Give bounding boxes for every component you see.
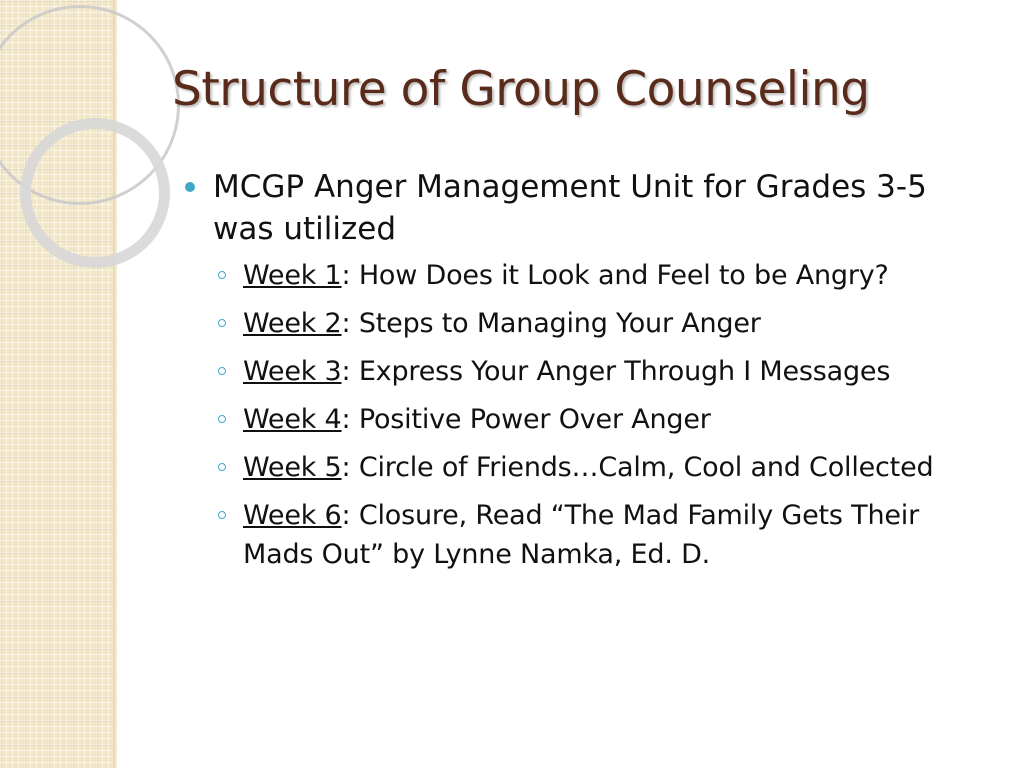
week-description: : How Does it Look and Feel to be Angry? [341, 260, 889, 291]
week-description: : Circle of Friends…Calm, Cool and Collected [341, 452, 934, 483]
week-label: Week 2 [243, 308, 342, 339]
main-bullet-text: MCGP Anger Management Unit for Grades 3-5 was utilized [213, 169, 927, 247]
sub-bullet-circle-icon [218, 319, 226, 327]
list-item [185, 496, 985, 574]
sub-bullet-circle-icon [218, 271, 226, 279]
week-description: : Positive Power Over Anger [341, 404, 711, 435]
week-description: : Closure, Read “The Mad Family Gets Their Mads Out” by Lynne Namka, Ed. D. [243, 500, 919, 570]
list-item [185, 448, 985, 487]
week-label: Week 5 [243, 452, 342, 483]
bullet-dot-icon [185, 182, 195, 192]
week-list [185, 256, 985, 574]
week-label: Week 6 [243, 500, 342, 531]
week-description: : Steps to Managing Your Anger [341, 308, 761, 339]
list-item [185, 304, 985, 343]
week-label: Week 4 [243, 404, 342, 435]
list-item [185, 352, 985, 391]
decorative-ring-icon [20, 118, 170, 268]
slide-content [185, 166, 985, 583]
slide-title: Structure of Group Counseling [172, 62, 870, 117]
list-item [185, 400, 985, 439]
week-description: : Express Your Anger Through I Messages [341, 356, 891, 387]
sub-bullet-circle-icon [218, 463, 226, 471]
sub-bullet-circle-icon [218, 511, 226, 519]
main-bullet [185, 166, 985, 250]
week-label: Week 1 [243, 260, 342, 291]
sub-bullet-circle-icon [218, 415, 226, 423]
sub-bullet-circle-icon [218, 367, 226, 375]
list-item [185, 256, 985, 295]
week-label: Week 3 [243, 356, 342, 387]
